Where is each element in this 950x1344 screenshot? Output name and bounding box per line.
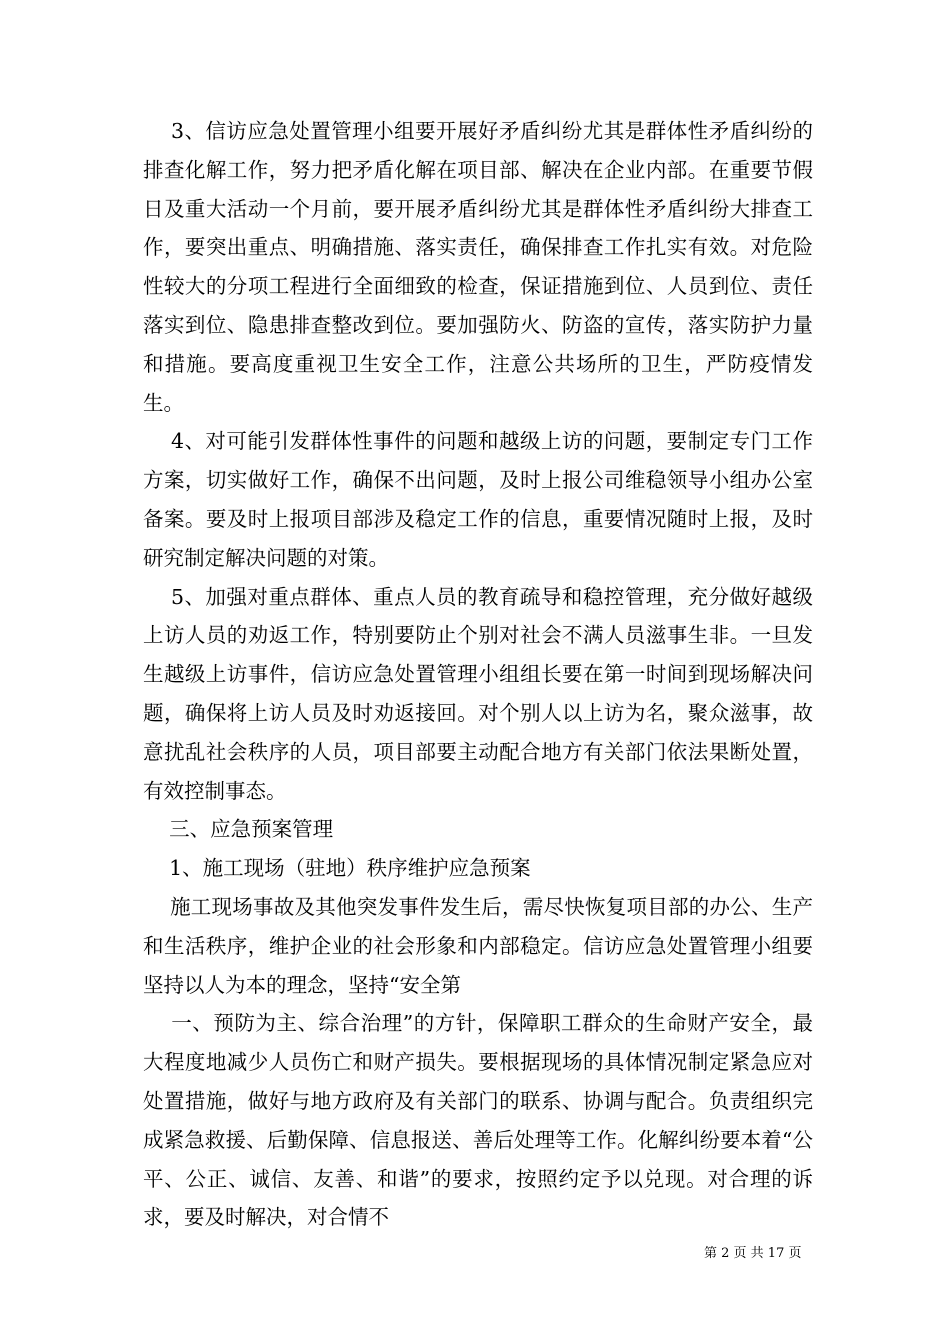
document-body: [143, 112, 813, 1237]
paragraph-item-3: 3、信访应急处置管理小组要开展好矛盾纠纷尤其是群体性矛盾纠纷的排查化解工作，努力把矛盾化解在项目部、解决在企业内部。在重要节假日及重大活动一个月前，要开展矛盾纠纷尤其是群体性矛盾纠纷大排查工作，要突出重点、明确措施、落实责任，确保排查工作扎实有效。对危险性较大的分项工程进行全面细致的检查，保证措施到位、人员到位、责任落实到位、隐患排查整改到位。要加强防火、防盗的宣传，落实防护力量和措施。要高度重视卫生安全工作，注意公共场所的卫生，严防疫情发生。: [143, 119, 813, 415]
paragraph-item-4: 4、对可能引发群体性事件的问题和越级上访的问题，要制定专门工作方案，切实做好工作，确保不出问题，及时上报公司维稳领导小组办公室备案。要及时上报项目部涉及稳定工作的信息，重要情况随时上报，及时研究制定解决问题的对策。: [143, 429, 813, 570]
paragraph-body-1: 施工现场事故及其他突发事件发生后，需尽快恢复项目部的办公、生产和生活秩序，维护企业的社会形象和内部稳定。信访应急处置管理小组要坚持以人为本的理念，坚持“安全第: [143, 894, 813, 997]
subsection-heading: 1、施工现场（驻地）秩序维护应急预案: [143, 856, 531, 881]
paragraph-item-5: 5、加强对重点群体、重点人员的教育疏导和稳控管理，充分做好越级上访人员的劝返工作，特别要防止个别对社会不满人员滋事生非。一旦发生越级上访事件，信访应急处置管理小组组长要在第一时间到现场解决问题，确保将上访人员及时劝返接回。对个别人以上访为名，聚众滋事，故意扰乱社会秩序的人员，项目部要主动配合地方有关部门依法果断处置，有效控制事态。: [143, 584, 813, 803]
paragraph-body-2: 一、预防为主、综合治理”的方针，保障职工群众的生命财产安全，最大程度地减少人员伤亡和财产损失。要根据现场的具体情况制定紧急应对处置措施，做好与地方政府及有关部门的联系、协调与配合。负责组织完成紧急救援、后勤保障、信息报送、善后处理等工作。化解纠纷要本着“公平、公正、诚信、友善、和谐”的要求，按照约定予以兑现。对合理的诉求，要及时解决，对合情不: [143, 1011, 813, 1230]
page-number: 第 2 页 共 17 页: [704, 1246, 802, 1261]
section-heading: 三、应急预案管理: [143, 817, 334, 842]
